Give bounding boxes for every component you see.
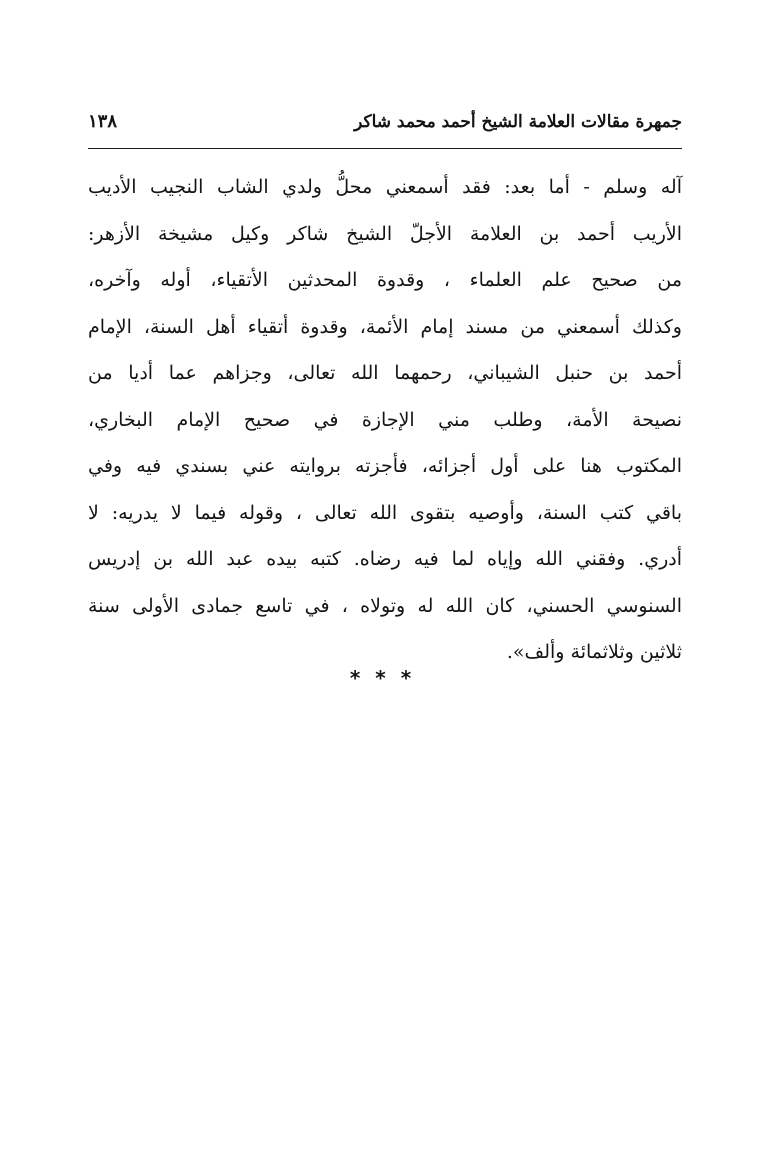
text-line: أحمد بن حنبل الشيباني، رحمهما الله تعالى، وجزاهم عما أديا من: [88, 362, 682, 384]
text-line: آله وسلم - أما بعد: فقد أسمعني محلُّ ولدي الشاب النجيب الأديب: [88, 176, 682, 198]
text-line: من صحيح علم العلماء ، وقدوة المحدثين الأتقياء، أوله وآخره،: [88, 269, 682, 291]
running-header-title: جمهرة مقالات العلامة الشيخ أحمد محمد شاكر: [354, 112, 682, 132]
running-header: [88, 104, 682, 140]
text-line: نصيحة الأمة، وطلب مني الإجازة في صحيح الإمام البخاري،: [88, 408, 682, 431]
text-line: المكتوب هنا على أول أجزائه، فأجزته بروايته عني بسندي فيه وفي: [88, 455, 682, 477]
text-line: باقي كتب السنة، وأوصيه بتقوى الله تعالى ، وقوله فيما لا يدريه: لا: [88, 501, 682, 524]
page-number: ١٣٨: [88, 111, 118, 132]
section-separator: * * *: [349, 666, 416, 690]
header-divider: [88, 148, 682, 149]
text-line: السنوسي الحسني، كان الله له وتولاه ، في تاسع جمادى الأولى سنة: [88, 594, 682, 617]
text-line: وكذلك أسمعني من مسند إمام الأئمة، وقدوة أتقياء أهل السنة، الإمام: [88, 315, 682, 338]
text-line: ثلاثين وثلاثمائة وألف».: [506, 641, 682, 663]
body-text: [88, 164, 682, 676]
text-line: أدري. وفقني الله وإياه لما فيه رضاه. كتبه بيده عبد الله بن إدريس: [88, 548, 682, 570]
text-line: الأريب أحمد بن العلامة الأجلّ الشيخ شاكر وكيل مشيخة الأزهر:: [88, 222, 682, 245]
